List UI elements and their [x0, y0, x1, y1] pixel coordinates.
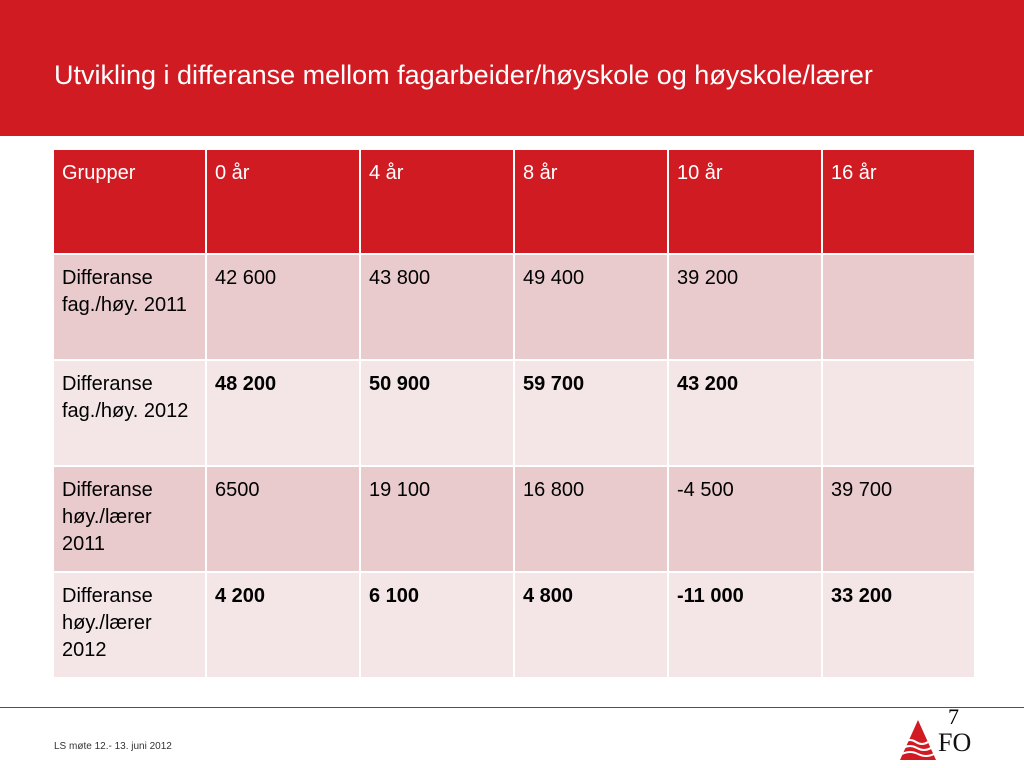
data-table	[52, 148, 976, 679]
table-cell: 19 100	[360, 466, 514, 572]
table-cell: 6 100	[360, 572, 514, 678]
column-header: 4 år	[360, 149, 514, 254]
table-cell	[822, 360, 975, 466]
table-cell: 43 200	[668, 360, 822, 466]
table-cell: 16 800	[514, 466, 668, 572]
table-cell: 59 700	[514, 360, 668, 466]
slide-title: Utvikling i differanse mellom fagarbeider/høyskole og høyskole/lærer	[54, 60, 873, 90]
table-cell: 39 200	[668, 254, 822, 360]
footer-text: LS møte 12.- 13. juni 2012	[54, 741, 172, 752]
table-cell: 39 700	[822, 466, 975, 572]
row-label: Differanse høy./lærer 2012	[53, 572, 206, 678]
table-cell: 49 400	[514, 254, 668, 360]
row-label: Differanse fag./høy. 2012	[53, 360, 206, 466]
page-number: 7	[948, 704, 959, 729]
row-label: Differanse fag./høy. 2011	[53, 254, 206, 360]
table-cell: 33 200	[822, 572, 975, 678]
column-header: 10 år	[668, 149, 822, 254]
table-cell	[822, 254, 975, 360]
table-cell: 48 200	[206, 360, 360, 466]
table-row	[53, 466, 975, 572]
logo-text: FO	[938, 728, 972, 757]
table-cell: 42 600	[206, 254, 360, 360]
table-cell: -4 500	[668, 466, 822, 572]
table-cell: -11 000	[668, 572, 822, 678]
table-cell: 43 800	[360, 254, 514, 360]
table-cell: 50 900	[360, 360, 514, 466]
column-header: 16 år	[822, 149, 975, 254]
table-cell: 4 800	[514, 572, 668, 678]
row-label: Differanse høy./lærer 2011	[53, 466, 206, 572]
column-header: 8 år	[514, 149, 668, 254]
table-cell: 6500	[206, 466, 360, 572]
table-row	[53, 254, 975, 360]
footer-divider	[0, 707, 1024, 708]
table-row	[53, 572, 975, 678]
table-header-row	[53, 149, 975, 254]
column-header: 0 år	[206, 149, 360, 254]
table-cell: 4 200	[206, 572, 360, 678]
column-header: Grupper	[53, 149, 206, 254]
table-row	[53, 360, 975, 466]
